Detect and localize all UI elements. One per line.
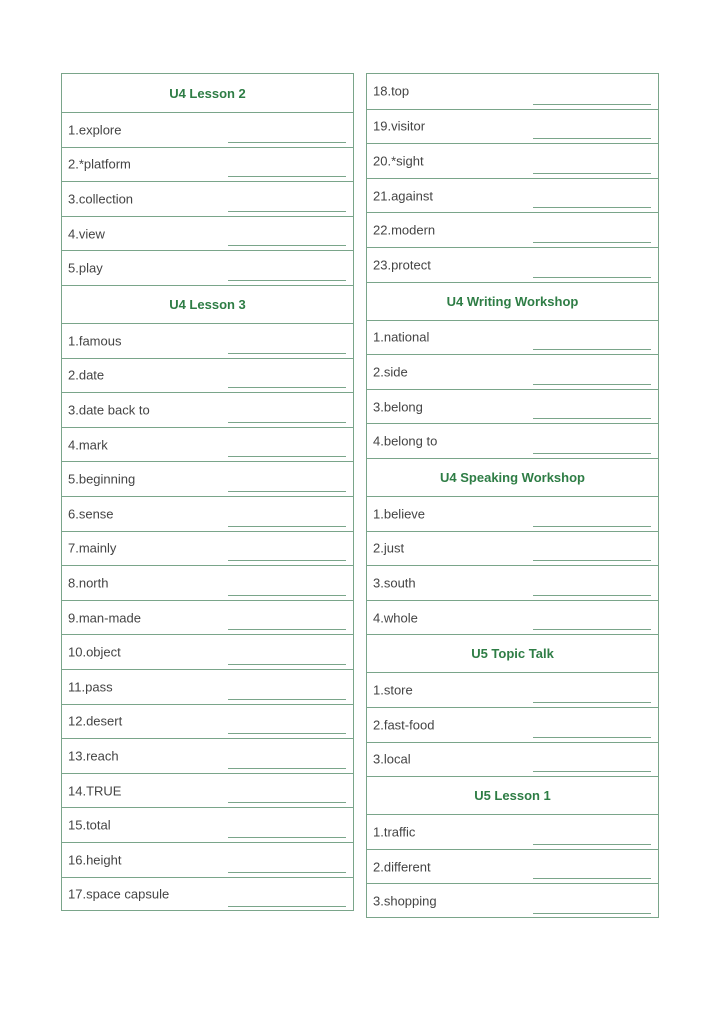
vocab-row-6-sense — [62, 496, 353, 531]
vocab-word: 3.shopping — [373, 893, 437, 909]
vocab-row-20-sight — [367, 143, 658, 178]
answer-blank-line[interactable] — [533, 207, 651, 208]
vocab-word: 3.belong — [373, 399, 423, 415]
answer-blank-line[interactable] — [533, 526, 651, 527]
answer-blank-line[interactable] — [228, 142, 346, 143]
vocab-word: 4.view — [68, 226, 105, 242]
answer-blank-line[interactable] — [228, 387, 346, 388]
answer-blank-line[interactable] — [228, 595, 346, 596]
vocab-row-23-protect — [367, 247, 658, 282]
answer-blank-line[interactable] — [228, 768, 346, 769]
vocab-word: 17.space capsule — [68, 886, 170, 902]
vocab-row-3-date-back-to — [62, 392, 353, 427]
answer-blank-line[interactable] — [228, 456, 346, 457]
answer-blank-line[interactable] — [228, 422, 346, 423]
vocab-row-12-desert — [62, 704, 353, 739]
answer-blank-line[interactable] — [533, 560, 651, 561]
answer-blank-line[interactable] — [533, 453, 651, 454]
answer-blank-line[interactable] — [533, 349, 651, 350]
left-table-body — [62, 74, 353, 910]
vocab-word: 9.man-made — [68, 610, 141, 626]
vocab-word: 3.date back to — [68, 402, 150, 418]
vocab-word: 3.south — [373, 575, 416, 591]
vocab-row-2-side — [367, 354, 658, 389]
answer-blank-line[interactable] — [533, 173, 651, 174]
answer-blank-line[interactable] — [228, 872, 346, 873]
answer-blank-line[interactable] — [228, 733, 346, 734]
left-vocabulary-table — [61, 73, 354, 911]
vocab-row-7-mainly — [62, 531, 353, 566]
vocab-word: 15.total — [68, 817, 111, 833]
vocab-row-3-local — [367, 742, 658, 777]
vocab-word: 1.famous — [68, 333, 122, 349]
answer-blank-line[interactable] — [228, 629, 346, 630]
section-heading-text: U4 Writing Workshop — [446, 293, 579, 309]
vocab-row-4-whole — [367, 600, 658, 635]
vocab-word: 10.object — [68, 644, 121, 660]
answer-blank-line[interactable] — [533, 878, 651, 879]
vocab-row-18-top — [367, 74, 658, 109]
vocab-row-3-collection — [62, 181, 353, 216]
vocab-word: 7.mainly — [68, 540, 117, 556]
answer-blank-line[interactable] — [533, 104, 651, 105]
vocab-row-15-total — [62, 807, 353, 842]
section-heading-text: U5 Lesson 1 — [474, 788, 551, 804]
vocab-row-19-visitor — [367, 109, 658, 144]
section-heading-u4-speaking-workshop — [367, 458, 658, 496]
answer-blank-line[interactable] — [533, 702, 651, 703]
vocab-word: 3.local — [373, 751, 411, 767]
vocab-word: 1.explore — [68, 122, 122, 138]
vocab-word: 19.visitor — [373, 118, 426, 134]
vocab-row-5-beginning — [62, 461, 353, 496]
vocab-row-11-pass — [62, 669, 353, 704]
vocab-word: 4.mark — [68, 437, 108, 453]
vocab-row-1-national — [367, 320, 658, 355]
vocab-word: 3.collection — [68, 191, 134, 207]
answer-blank-line[interactable] — [533, 384, 651, 385]
answer-blank-line[interactable] — [228, 699, 346, 700]
vocab-word: 1.believe — [373, 506, 426, 522]
vocab-row-8-north — [62, 565, 353, 600]
vocab-row-13-reach — [62, 738, 353, 773]
answer-blank-line[interactable] — [228, 906, 346, 907]
vocab-word: 2.fast-food — [373, 717, 435, 733]
section-heading-text: U5 Topic Talk — [471, 646, 554, 662]
vocab-row-16-height — [62, 842, 353, 877]
vocab-row-3-south — [367, 565, 658, 600]
answer-blank-line[interactable] — [228, 837, 346, 838]
section-heading-text: U4 Lesson 3 — [169, 297, 246, 312]
vocab-word: 1.national — [373, 329, 430, 345]
vocab-word: 2.date — [68, 367, 105, 383]
answer-blank-line[interactable] — [228, 245, 346, 246]
vocab-word: 6.sense — [68, 506, 114, 522]
vocab-row-2-just — [367, 531, 658, 566]
vocab-word: 23.protect — [373, 257, 431, 273]
section-heading-u5-lesson-1 — [367, 776, 658, 814]
answer-blank-line[interactable] — [533, 418, 651, 419]
section-heading-u4-lesson-2 — [62, 74, 353, 112]
vocab-row-2-different — [367, 849, 658, 884]
right-vocabulary-table — [366, 73, 659, 918]
section-heading-u4-writing-workshop — [367, 282, 658, 320]
vocab-row-2-platform — [62, 147, 353, 182]
vocab-word: 2.different — [373, 859, 431, 875]
vocab-row-21-against — [367, 178, 658, 213]
answer-blank-line[interactable] — [533, 771, 651, 772]
vocab-word: 4.whole — [373, 610, 418, 626]
answer-blank-line[interactable] — [533, 844, 651, 845]
vocab-row-4-belong-to — [367, 423, 658, 458]
vocab-word: 22.modern — [373, 222, 436, 238]
vocab-word: 14.TRUE — [68, 783, 122, 799]
vocab-row-2-fast-food — [367, 707, 658, 742]
vocab-word: 2.side — [373, 364, 408, 380]
answer-blank-line[interactable] — [533, 737, 651, 738]
answer-blank-line[interactable] — [228, 176, 346, 177]
vocab-word: 21.against — [373, 188, 433, 204]
vocab-row-9-man-made — [62, 600, 353, 635]
answer-blank-line[interactable] — [228, 211, 346, 212]
answer-blank-line[interactable] — [228, 664, 346, 665]
answer-blank-line[interactable] — [228, 491, 346, 492]
vocab-word: 1.traffic — [373, 824, 416, 840]
vocab-row-4-mark — [62, 427, 353, 462]
section-heading-u5-topic-talk — [367, 634, 658, 672]
vocab-row-1-famous — [62, 323, 353, 358]
vocab-row-1-traffic — [367, 814, 658, 849]
vocab-word: 20.*sight — [373, 153, 424, 169]
section-heading-text: U4 Lesson 2 — [169, 85, 246, 101]
vocab-word: 2.*platform — [68, 156, 131, 172]
vocab-row-3-belong — [367, 389, 658, 424]
vocab-word: 5.beginning — [68, 471, 136, 487]
vocab-word: 12.desert — [68, 713, 123, 729]
answer-blank-line[interactable] — [533, 913, 651, 914]
answer-blank-line[interactable] — [533, 242, 651, 243]
vocab-row-17-space-capsule — [62, 877, 353, 912]
vocab-word: 5.play — [68, 260, 103, 276]
vocab-row-4-view — [62, 216, 353, 251]
vocab-row-1-explore — [62, 112, 353, 147]
vocab-row-5-play — [62, 250, 353, 285]
answer-blank-line[interactable] — [533, 595, 651, 596]
vocab-row-2-date — [62, 358, 353, 393]
vocab-word: 8.north — [68, 575, 109, 591]
vocab-row-10-object — [62, 634, 353, 669]
answer-blank-line[interactable] — [228, 802, 346, 803]
answer-blank-line[interactable] — [228, 353, 346, 354]
vocab-row-22-modern — [367, 212, 658, 247]
vocab-word: 11.pass — [68, 679, 113, 695]
vocab-word: 16.height — [68, 852, 122, 868]
vocab-row-1-store — [367, 672, 658, 707]
section-heading-u4-lesson-3 — [62, 285, 353, 323]
vocab-word: 1.store — [373, 682, 413, 698]
answer-blank-line[interactable] — [533, 629, 651, 630]
answer-blank-line[interactable] — [228, 560, 346, 561]
vocab-row-14-true — [62, 773, 353, 808]
answer-blank-line[interactable] — [533, 138, 651, 139]
answer-blank-line[interactable] — [228, 280, 346, 281]
right-table-body — [367, 74, 658, 917]
vocab-word: 13.reach — [68, 748, 119, 764]
answer-blank-line[interactable] — [533, 277, 651, 278]
vocab-row-1-believe — [367, 496, 658, 531]
section-heading-text: U4 Speaking Workshop — [440, 470, 585, 485]
answer-blank-line[interactable] — [228, 526, 346, 527]
vocab-word: 18.top — [373, 83, 410, 99]
vocab-word: 2.just — [373, 540, 405, 556]
vocab-row-3-shopping — [367, 883, 658, 918]
vocab-word: 4.belong to — [373, 433, 438, 449]
